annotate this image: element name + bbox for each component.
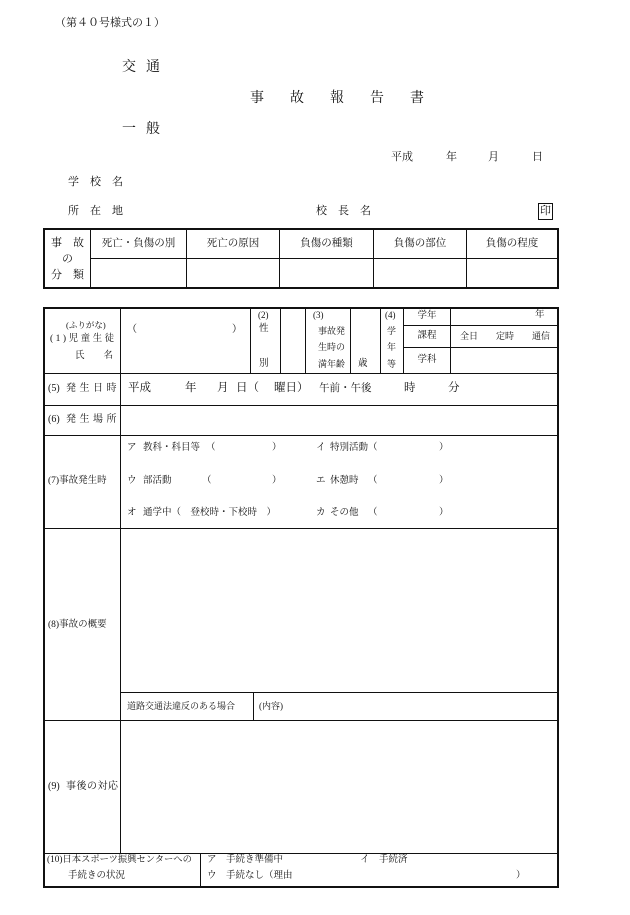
situation-item-paren-open: （ — [202, 476, 212, 486]
traffic-violation-label: 道路交通法違反のある場合 — [127, 701, 236, 711]
school-name-label: 学 校 名 — [68, 176, 123, 188]
age-label-line: 生時の — [318, 342, 346, 352]
table-divider — [305, 307, 306, 373]
table-divider — [450, 307, 451, 373]
school-year-unit: 年 — [535, 310, 545, 320]
table-divider — [280, 307, 281, 373]
grade-label-char: 等 — [387, 359, 397, 369]
jsc-procedure-label: (10)日本スポーツ振興センターへの — [47, 855, 192, 865]
situation-item-letter: オ — [127, 508, 137, 518]
datetime-era: 平成 — [128, 382, 151, 394]
student-name-paren-open: （ — [127, 324, 137, 335]
table-divider — [120, 692, 558, 693]
grade-number: (4) — [385, 310, 396, 320]
situation-item-label: 教科・科目等 — [143, 443, 201, 453]
header-cause-of-death: 死亡の原因 — [206, 237, 260, 249]
course-option: 定時 — [496, 331, 515, 341]
gender-number: (2) — [258, 310, 269, 320]
header-injury-severity: 負傷の程度 — [485, 237, 539, 249]
seal-box: 印 — [538, 203, 553, 220]
course-option: 全日 — [460, 331, 479, 341]
datetime-day-unit: 日（ — [236, 382, 259, 394]
grade-label-char: 年 — [387, 342, 397, 352]
report-date-day-unit: 日 — [532, 151, 543, 163]
age-label-line: 満年齢 — [318, 359, 346, 369]
datetime-number: (5) — [48, 383, 60, 394]
report-date-year-unit: 年 — [446, 151, 457, 163]
situation-item-letter: エ — [316, 476, 326, 486]
situation-item-paren-open: （ — [206, 443, 216, 453]
table-divider — [350, 307, 351, 373]
principal-name-label: 校 長 名 — [316, 205, 371, 217]
datetime-label: 発生日時 — [66, 383, 120, 394]
table-divider — [200, 853, 201, 887]
report-date-month-unit: 月 — [488, 151, 499, 163]
gender-label-char: 性 — [259, 324, 269, 334]
furigana-label: (ふりがな) — [66, 320, 106, 330]
table-divider — [90, 258, 558, 259]
jsc-option-completed: イ 手続済 — [360, 855, 408, 865]
student-name-label-sub: 氏 名 — [75, 351, 114, 361]
gender-label-char: 別 — [259, 359, 269, 369]
situation-item-label: 休憩時 — [330, 476, 359, 486]
student-name-paren-close: ） — [232, 324, 242, 335]
situation-item-paren-close: ） — [272, 476, 282, 486]
situation-item-paren-open: （ — [368, 508, 378, 518]
datetime-am-pm: 午前・午後 — [319, 383, 372, 394]
situation-item-paren-open: （ — [368, 476, 378, 486]
follow-up-number: (9) — [48, 781, 60, 792]
table-divider — [250, 307, 251, 373]
summary-label: (8)事故の概要 — [48, 620, 107, 630]
jsc-option-preparing: ア 手続き準備中 — [207, 855, 284, 865]
title-type-traffic: 交 通 — [122, 60, 158, 75]
report-date-era: 平成 — [391, 151, 413, 163]
situation-item-paren-close: ） — [439, 476, 449, 486]
jsc-procedure-label-sub: 手続きの状況 — [68, 871, 126, 881]
situation-label: (7)事故発生時 — [48, 476, 107, 486]
datetime-year-unit: 年 — [185, 382, 197, 394]
situation-item-paren-close: ） — [439, 508, 449, 518]
datetime-month-unit: 月 — [217, 382, 229, 394]
situation-item-letter: ア — [127, 443, 137, 453]
situation-item-label: 通学中（ 登校時・下校時 ） — [143, 508, 277, 518]
situation-item-label: その他 — [330, 508, 359, 518]
classification-row-label — [45, 230, 90, 287]
classification-label-line: の — [62, 252, 73, 265]
follow-up-label: 事後の対応 — [66, 781, 119, 792]
school-address-label: 所 在 地 — [68, 205, 123, 217]
table-divider — [120, 307, 121, 853]
title-type-general: 一 般 — [122, 122, 158, 137]
jsc-option-none: ウ 手続なし（理由 — [207, 871, 293, 881]
situation-item-paren-close: ） — [272, 443, 282, 453]
age-number: (3) — [313, 310, 324, 320]
location-number: (6) — [48, 414, 60, 425]
school-year-label: 学年 — [417, 310, 437, 321]
datetime-weekday: 曜日） — [274, 382, 309, 394]
table-divider — [253, 692, 254, 720]
situation-item-paren-close: ） — [439, 443, 449, 453]
table-divider — [43, 853, 559, 854]
course-label: 課程 — [417, 330, 437, 341]
header-death-injury-type: 死亡・負傷の別 — [101, 237, 176, 249]
violation-content-label: (内容) — [259, 701, 283, 711]
grade-label-char: 学 — [387, 326, 397, 336]
jsc-option-none-paren-close: ） — [516, 871, 526, 881]
department-label: 学科 — [417, 354, 437, 365]
situation-item-letter: カ — [316, 508, 326, 518]
datetime-hour-unit: 時 — [404, 382, 416, 394]
student-name-label: (1)児童生徒 — [50, 334, 117, 344]
form-number: （第４０号様式の１） — [55, 17, 165, 29]
header-injury-kind: 負傷の種類 — [300, 237, 353, 249]
situation-item-paren-open: （ — [368, 443, 378, 453]
age-label-line: 事故発 — [318, 326, 346, 336]
classification-label-line: 事 故 — [51, 236, 84, 249]
location-label: 発生場所 — [66, 414, 120, 425]
table-divider — [380, 307, 381, 373]
situation-item-letter: イ — [316, 443, 326, 453]
course-option: 通信 — [532, 331, 551, 341]
situation-item-label: 部活動 — [143, 476, 172, 486]
datetime-minute-unit: 分 — [448, 382, 460, 394]
situation-item-letter: ウ — [127, 476, 137, 486]
header-injury-site: 負傷の部位 — [393, 237, 447, 249]
classification-label-line: 分 類 — [51, 268, 84, 281]
page-title: 事 故 報 告 書 — [250, 91, 430, 106]
situation-item-label: 特別活動 — [330, 443, 369, 453]
age-unit: 歳 — [358, 359, 368, 369]
